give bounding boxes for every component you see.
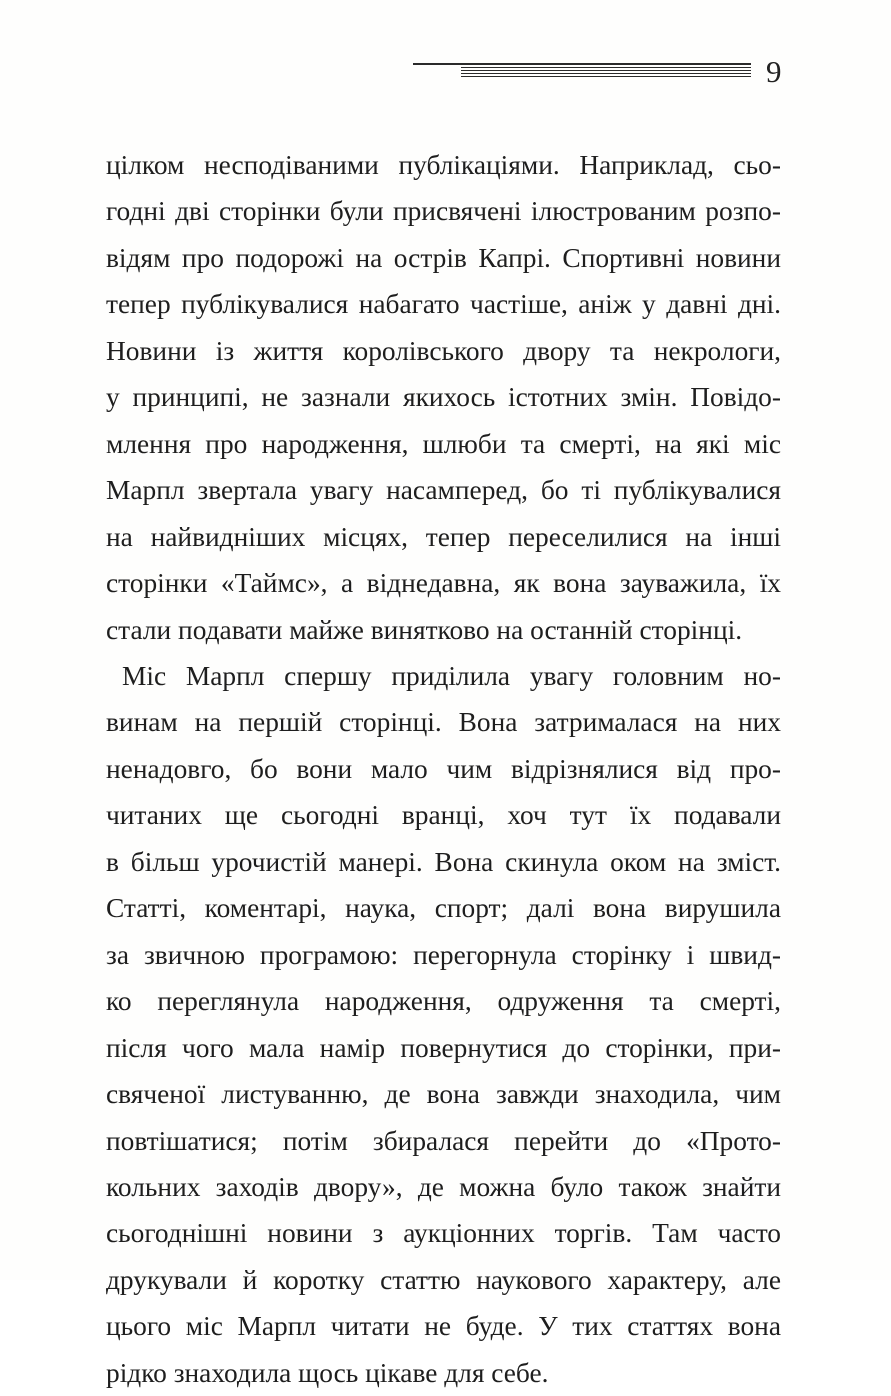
text-line: друкували й коротку статтю наукового характеру, але — [106, 1264, 781, 1295]
text-line: Марпл звертала увагу насамперед, бо ті публікувалися — [106, 475, 781, 506]
text-line: свяченої листуванню, де вона завжди знаходила, чим — [106, 1079, 781, 1110]
text-line: годні дві сторінки були присвячені ілюстрованим розпо- — [106, 196, 781, 227]
text-line: в більш урочистій манері. Вона скинула оком на зміст. — [106, 846, 781, 877]
paragraph-1 — [106, 142, 781, 653]
text-line: відям про подорожі на острів Капрі. Спортивні новини — [106, 242, 781, 273]
text-line: Статті, коментарі, наука, спорт; далі вона вирушила — [106, 893, 781, 924]
text-line: сьогоднішні новини з аукціонних торгів. Там часто — [106, 1218, 781, 1249]
text-line: повтішатися; потім збиралася перейти до «Прото- — [106, 1125, 781, 1156]
text-line: Новини із життя королівського двору та некрологи, — [106, 335, 781, 366]
text-line: винам на першій сторінці. Вона затрималася на них — [106, 707, 781, 738]
text-line: ко переглянула народження, одруження та смерті, — [106, 986, 781, 1017]
text-line: на найвидніших місцях, тепер переселилися на інші — [106, 521, 781, 552]
text-line: за звичною програмою: перегорнула сторінку і швид- — [106, 939, 781, 970]
page-number: 9 — [766, 54, 782, 89]
header-rule — [413, 62, 751, 78]
text-line: рідко знаходила щось цікаве для себе. — [106, 1357, 549, 1388]
text-line: кольних заходів двору», де можна було також знайти — [106, 1171, 781, 1202]
text-line: цілком несподіваними публікаціями. Наприклад, сьо- — [106, 150, 781, 180]
text-line: Міс Марпл спершу приділила увагу головним но- — [122, 660, 781, 691]
text-line: цього міс Марпл читати не буде. У тих статтях вона — [106, 1311, 781, 1342]
text-line: стали подавати майже винятково на останній сторінці. — [106, 614, 743, 645]
text-line: читаних ще сьогодні вранці, хоч тут їх подавали — [106, 800, 781, 831]
text-line: у принципі, не зазнали якихось істотних змін. Повідо- — [106, 382, 781, 413]
body-text — [106, 142, 781, 1396]
text-line: сторінки «Таймс», а віднедавна, як вона зауважила, їх — [106, 568, 781, 599]
text-line: тепер публікувалися набагато частіше, аніж у давні дні. — [106, 289, 781, 320]
text-line: після чого мала намір повернутися до сторінки, при- — [106, 1032, 781, 1063]
text-line: ненадовго, бо вони мало чим відрізнялися від про- — [106, 753, 781, 784]
text-line: млення про народження, шлюби та смерті, на які міс — [106, 428, 781, 459]
paragraph-2 — [106, 653, 781, 1396]
